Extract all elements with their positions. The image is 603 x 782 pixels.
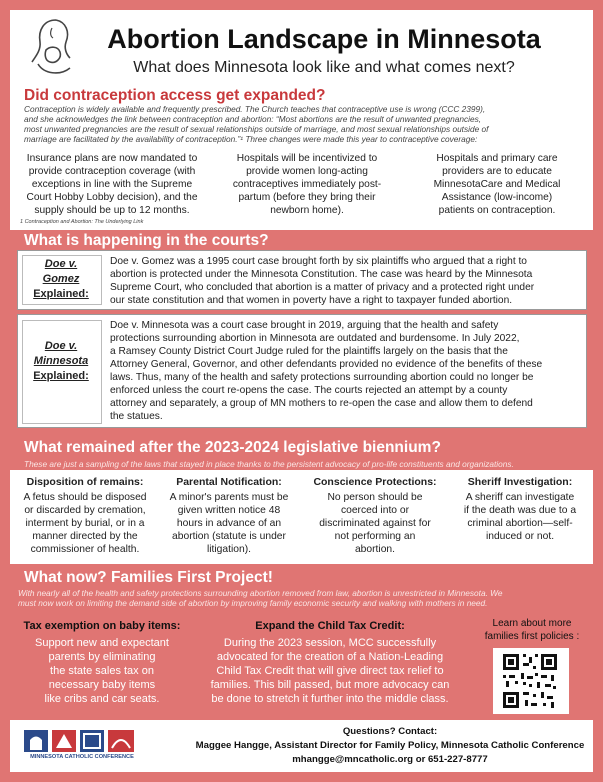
text-line: advocated for the creation of a Nation-Leading bbox=[216, 651, 444, 663]
text-line: enforced unless the court re-opens the case. The courts rejected an attempt by a county bbox=[110, 385, 508, 396]
text-line: the state sales tax on bbox=[50, 665, 154, 677]
text-line: not performing an bbox=[334, 531, 416, 542]
text-line: the statues. bbox=[110, 411, 163, 422]
mother-child-logo-icon bbox=[26, 16, 78, 80]
case-name-line: Doe v. bbox=[44, 258, 78, 270]
footer-contact-info[interactable]: mhangge@mncatholic.org or 651-227-8777 bbox=[292, 754, 488, 765]
qr-code-graphic bbox=[493, 648, 569, 714]
note-line: must now work on limiting the demand side of abortion by improving family economic security and walking with mothers in need. bbox=[18, 598, 488, 608]
intro-line: marriage are facilitated by the availability of contraception.”¹ Three changes were made this year to contraceptive coverage: bbox=[24, 134, 478, 144]
page-title: Abortion Landscape in Minnesota bbox=[107, 24, 541, 54]
text-line: Learn about more bbox=[492, 618, 572, 629]
doe-v-gomez-box bbox=[17, 250, 587, 310]
tax-exemption-text bbox=[14, 636, 190, 706]
text-line: newborn home). bbox=[270, 205, 344, 216]
text-line: patients on contraception. bbox=[438, 205, 556, 216]
text-line: A sheriff can investigate bbox=[465, 492, 575, 503]
page-subtitle: What does Minnesota look like and what comes next? bbox=[133, 59, 515, 76]
law-disposition-title: Disposition of remains: bbox=[26, 476, 144, 488]
law-parental-title: Parental Notification: bbox=[176, 476, 282, 488]
text-line: interment by burial, or in a bbox=[25, 518, 145, 529]
text-line: Doe v. Gomez was a 1995 court case brought forth by six plaintiffs who argued that a right to bbox=[110, 256, 527, 267]
text-line: abortion is protected under the Minnesota Constitution. The case was heard by the Minnesota bbox=[110, 269, 533, 280]
text-line: a Ramsey County District Court Judge ruled for the plaintiffs largely on the basis that the bbox=[110, 346, 508, 357]
text-line: laws. Thus, many of the health and safety protections surrounding abortion could no longer be bbox=[110, 372, 534, 383]
doe-v-gomez-label bbox=[22, 257, 100, 302]
text-line: Court Hobby Lobby decision), and the bbox=[26, 192, 198, 203]
intro-line: and she acknowledges the link between contraception and abortion: “Most abortions are the result of unwanted pregnancies, bbox=[24, 114, 482, 124]
text-line: abortion (statute is under bbox=[172, 531, 286, 542]
contraception-intro bbox=[24, 104, 589, 144]
explained-label: Explained: bbox=[33, 370, 89, 382]
text-line: Insurance plans are now mandated to bbox=[26, 153, 198, 164]
text-line: supply should be up to 12 months. bbox=[34, 205, 190, 216]
child-tax-credit-title: Expand the Child Tax Credit: bbox=[255, 620, 405, 632]
text-line: discriminated against for bbox=[319, 518, 431, 529]
contraception-hospitals bbox=[214, 152, 400, 217]
header-panel bbox=[10, 10, 593, 86]
case-name-line: Doe v. bbox=[44, 340, 78, 352]
law-parental-text bbox=[158, 491, 300, 556]
text-line: abortion. bbox=[354, 544, 396, 555]
child-tax-credit-text bbox=[190, 636, 470, 706]
learn-more-text bbox=[468, 617, 596, 643]
contraception-footnote: 1 Contraception and Abortion: The Underlying Link bbox=[20, 219, 144, 225]
explained-label: Explained: bbox=[33, 288, 89, 300]
text-line: protections surrounding abortion in Minnesota are outdated and burdensome. In July 2022, bbox=[110, 333, 520, 344]
text-line: During the 2023 session, MCC successfully bbox=[223, 637, 437, 649]
text-line: Doe v. Minnesota was a court case brought in 2019, arguing that the health and safety bbox=[110, 320, 499, 331]
text-line: or discarded by cremation, bbox=[24, 505, 146, 516]
text-line: Child Tax Credit that will give direct tax relief to bbox=[216, 665, 444, 677]
doe-v-minnesota-label bbox=[22, 339, 100, 384]
text-line: hours in advance of an bbox=[176, 518, 282, 529]
tax-exemption-title: Tax exemption on baby items: bbox=[23, 620, 181, 632]
law-sheriff-text bbox=[450, 491, 590, 543]
text-line: if the death was due to a bbox=[463, 505, 577, 516]
note-line: With nearly all of the health and safety protections surrounding abortion removed from law, abortion is unrestricted in Minnesota. We bbox=[18, 588, 503, 598]
footer-questions: Questions? Contact: bbox=[342, 726, 438, 737]
intro-line: Contraception is widely available and frequently prescribed. The Church teaches that contraceptive use is wrong (CCC 2399), bbox=[24, 104, 486, 114]
intro-line: most unwanted pregnancies are the result of sexual relationships outside of marriage, and most sexual relationships outside of bbox=[24, 124, 489, 134]
text-line: commissioner of health. bbox=[30, 544, 140, 555]
footer-contact-name: Maggee Hangge, Assistant Director for Family Policy, Minnesota Catholic Conference bbox=[195, 740, 585, 751]
qr-code-icon[interactable] bbox=[493, 648, 569, 714]
remained-heading: What remained after the 2023-2024 legislative biennium? bbox=[24, 439, 441, 456]
text-line: partum (before they bring their bbox=[238, 192, 376, 203]
text-line: A minor's parents must be bbox=[169, 492, 289, 503]
doe-v-minnesota-box bbox=[17, 314, 587, 428]
doe-v-minnesota-text bbox=[110, 319, 596, 423]
law-disposition-text bbox=[14, 491, 156, 556]
contraception-insurance bbox=[14, 152, 210, 217]
text-line: MinnesotaCare and Medical bbox=[433, 179, 561, 190]
contraception-primary-care bbox=[404, 152, 590, 217]
text-line: exceptions in line with the Supreme bbox=[31, 179, 193, 190]
text-line: provide contraception coverage (with bbox=[28, 166, 196, 177]
text-line: criminal abortion—self- bbox=[467, 518, 573, 529]
text-line: A fetus should be disposed bbox=[23, 492, 147, 503]
text-line: families first policies : bbox=[484, 631, 580, 642]
text-line: Hospitals will be incentivized to bbox=[236, 153, 378, 164]
text-line: Supreme Court, who concluded that abortion is a matter of privacy and a protected right under bbox=[110, 282, 535, 293]
org-name: MINNESOTA CATHOLIC CONFERENCE bbox=[30, 754, 134, 760]
law-conscience-text bbox=[302, 491, 448, 556]
text-line: attorney and separately, a group of MN mothers to re-open the case and allow them to defend bbox=[110, 398, 533, 409]
case-name-line: Minnesota bbox=[33, 355, 89, 367]
text-line: provide women long-acting bbox=[246, 166, 368, 177]
text-line: Attorney General, Governor, and other defendants provided no evidence of the benefits of these bbox=[110, 359, 543, 370]
contraception-heading: Did contraception access get expanded? bbox=[24, 87, 326, 104]
families-heading: What now? Families First Project! bbox=[24, 569, 273, 586]
text-line: be done to stretch it further into the middle class. bbox=[211, 693, 449, 705]
text-line: coerced into or bbox=[340, 505, 410, 516]
remained-note: These are just a sampling of the laws that stayed in place thanks to the persistent advocacy of pro-life constituents and organizations. bbox=[24, 459, 514, 469]
text-line: providers are to educate bbox=[442, 166, 552, 177]
law-sheriff-title: Sheriff Investigation: bbox=[467, 476, 573, 488]
text-line: parents by eliminating bbox=[48, 651, 156, 663]
text-line: Support new and expectant bbox=[35, 637, 169, 649]
footer-panel bbox=[10, 720, 593, 772]
text-line: litigation). bbox=[206, 544, 252, 555]
text-line: families. This bill passed, but more advocacy can bbox=[210, 679, 450, 691]
doe-v-gomez-text bbox=[110, 255, 596, 307]
case-name-line: Gomez bbox=[42, 273, 80, 285]
text-line: No person should be bbox=[327, 492, 423, 503]
text-line: Assistance (low-income) bbox=[441, 192, 553, 203]
text-line: necessary baby items bbox=[48, 679, 156, 691]
text-line: our state constitution and that women in poverty have a right to taxpayer funded abortion. bbox=[110, 295, 513, 306]
text-line: Hospitals and primary care bbox=[436, 153, 558, 164]
text-line: contraceptives immediately post- bbox=[232, 179, 382, 190]
families-note bbox=[18, 588, 593, 608]
courts-heading: What is happening in the courts? bbox=[24, 232, 269, 249]
text-line: induced or not. bbox=[485, 531, 555, 542]
text-line: given written notice 48 bbox=[177, 505, 281, 516]
text-line: like cribs and car seats. bbox=[44, 693, 160, 705]
text-line: manner directed by the bbox=[32, 531, 138, 542]
law-conscience-title: Conscience Protections: bbox=[313, 476, 437, 488]
